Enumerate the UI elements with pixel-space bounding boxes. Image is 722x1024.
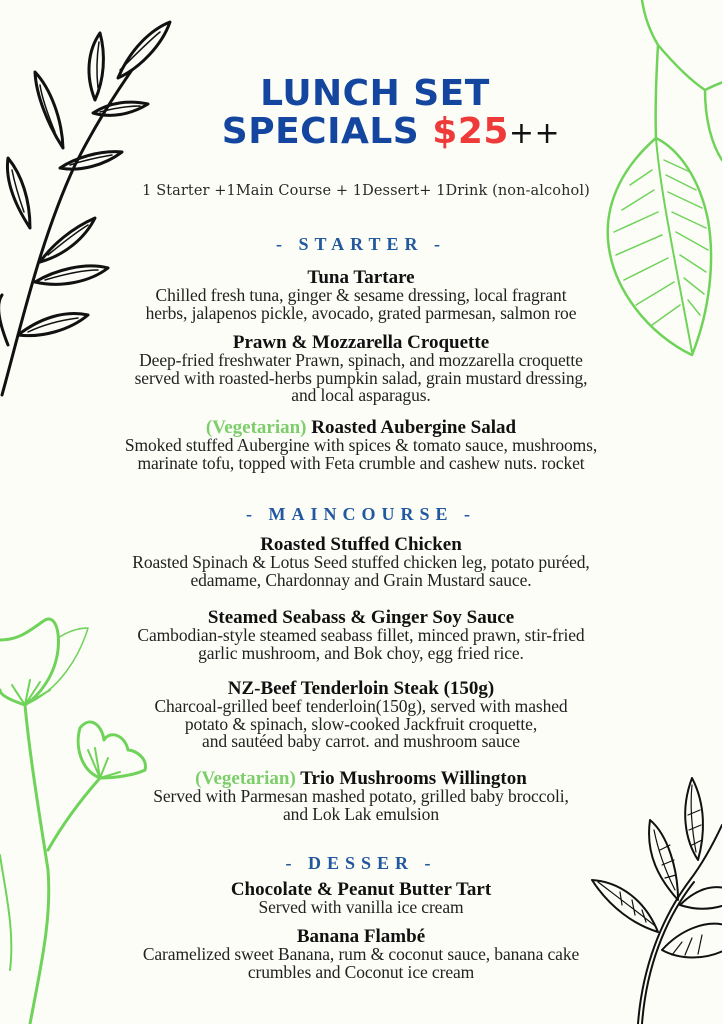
menu-item	[0, 881, 722, 917]
menu-item	[0, 928, 722, 981]
item-description-line: herbs, jalapenos pickle, avocado, grated parmesan, salmon roe	[145, 302, 577, 323]
menu-item	[0, 269, 722, 322]
section-header-starter: - STARTER -	[275, 234, 447, 254]
item-description-line: crumbles and Coconut ice cream	[247, 961, 475, 982]
price: $25	[432, 111, 509, 152]
item-description-line: and sautéed baby carrot. and mushroom sauce	[202, 731, 520, 751]
section-header-dessert: - DESSER -	[285, 853, 437, 873]
menu-item	[0, 419, 722, 472]
item-description-line: served with roasted-herbs pumpkin salad, grain mustard dressing,	[134, 367, 588, 388]
item-description-line: and Lok Lak emulsion	[283, 803, 439, 824]
set-composition-subtitle: 1 Starter +1Main Course + 1Dessert+ 1Drink (non-alcohol)	[142, 183, 590, 199]
item-name: Prawn & Mozzarella Croquette	[232, 332, 490, 353]
menu-item	[0, 770, 722, 823]
item-name: Chocolate & Peanut Butter Tart	[230, 879, 492, 900]
title-specials-text: SPECIALS	[221, 111, 433, 152]
menu-item	[0, 680, 722, 751]
menu-item	[0, 536, 722, 589]
item-description-line: Smoked stuffed Aubergine with spices & tomato sauce, mushrooms,	[124, 435, 598, 455]
item-description-line: garlic mushroom, and Bok choy, egg fried rice.	[198, 642, 524, 663]
item-description-line: Deep-fried freshwater Prawn, spinach, and mozzarella croquette	[139, 350, 583, 370]
item-name: (Vegetarian) Roasted Aubergine Salad	[205, 417, 517, 438]
price-suffix: ++	[508, 116, 561, 151]
item-description-line: Served with Parmesan mashed potato, grilled baby broccoli,	[153, 786, 569, 806]
item-description-line: Roasted Spinach & Lotus Seed stuffed chicken leg, potato puréed,	[132, 552, 590, 572]
item-description-line: marinate tofu, topped with Feta crumble and cashew nuts. rocket	[137, 452, 585, 473]
item-description-line: and local asparagus.	[291, 385, 431, 405]
item-description-line: potato & spinach, slow-cooked Jackfruit croquette,	[184, 713, 538, 734]
item-description-line: Served with vanilla ice cream	[258, 897, 464, 917]
menu-item	[0, 609, 722, 662]
vegetarian-tag: (Vegetarian)	[195, 768, 301, 789]
item-name: Tuna Tartare	[307, 267, 415, 288]
item-name: (Vegetarian) Trio Mushrooms Willington	[195, 768, 527, 789]
item-name: NZ-Beef Tenderloin Steak (150g)	[227, 678, 495, 699]
item-name: Steamed Seabass & Ginger Soy Sauce	[207, 607, 515, 628]
menu-item	[0, 334, 722, 405]
item-description-line: Caramelized sweet Banana, rum & coconut sauce, banana cake	[142, 944, 580, 964]
menu-title-line1: LUNCH SET	[260, 73, 490, 114]
item-name: Banana Flambé	[296, 926, 426, 947]
vegetarian-tag: (Vegetarian)	[205, 417, 312, 438]
item-description-line: edamame, Chardonnay and Grain Mustard sauce.	[190, 569, 532, 590]
item-name: Roasted Stuffed Chicken	[260, 534, 462, 555]
item-description-line: Chilled fresh tuna, ginger & sesame dressing, local fragrant	[155, 285, 567, 305]
item-description-line: Cambodian-style steamed seabass fillet, minced prawn, stir-fried	[137, 625, 585, 645]
item-description-line: Charcoal-grilled beef tenderloin(150g), served with mashed	[154, 696, 568, 716]
section-header-maincourse: - MAINCOURSE -	[246, 504, 476, 524]
menu-title-line2	[30, 112, 722, 154]
